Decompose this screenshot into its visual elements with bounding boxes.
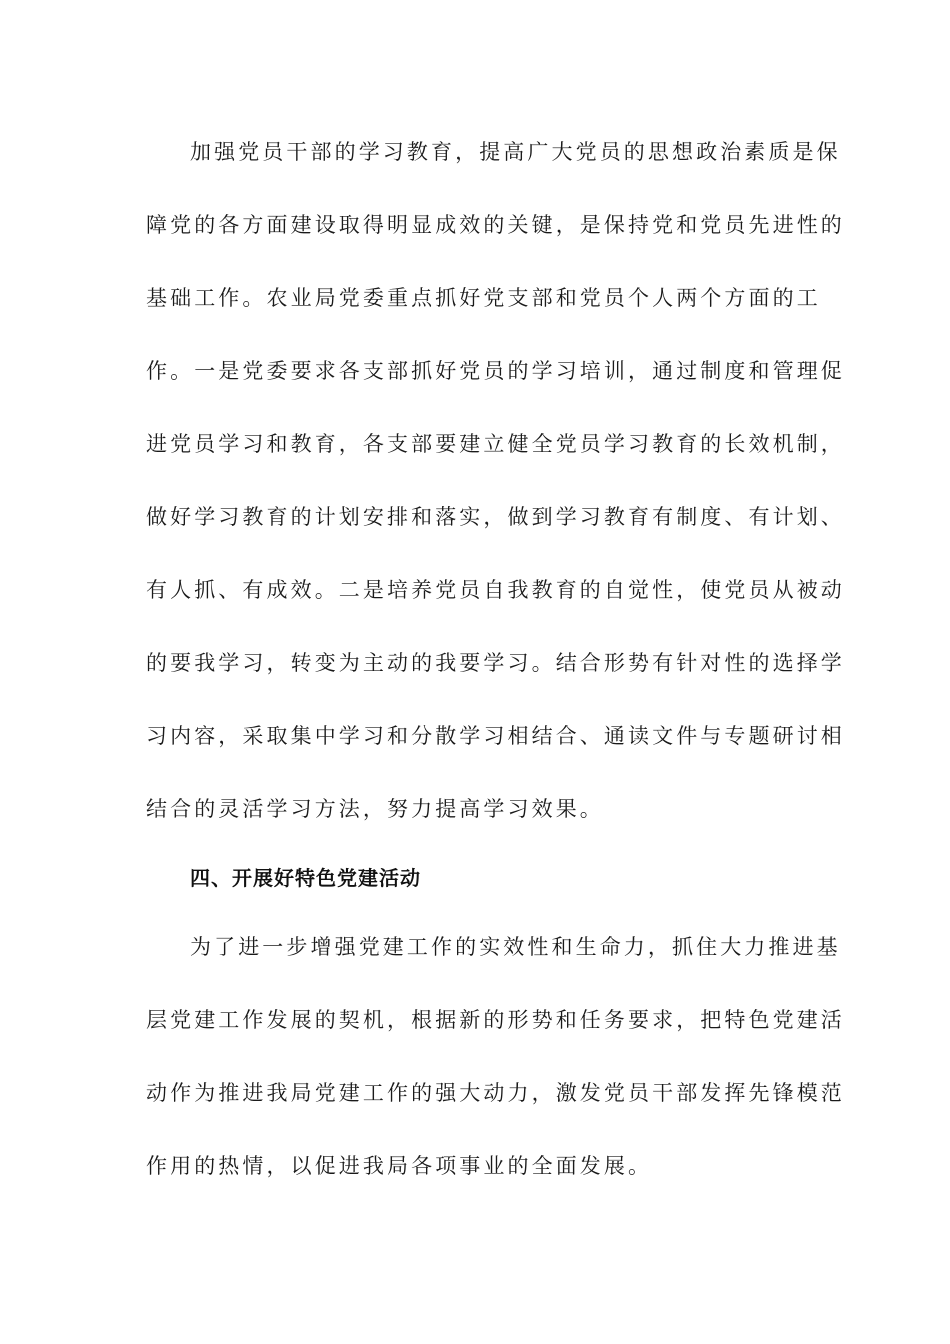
- paragraph-1-line-5: 进党员学习和教育，各支部要建立健全党员学习教育的长效机制，: [146, 432, 845, 456]
- paragraph-1-line-1: 加强党员干部的学习教育，提高广大党员的思想政治素质是保: [190, 140, 841, 164]
- paragraph-1-line-2: 障党的各方面建设取得明显成效的关键，是保持党和党员先进性的: [146, 213, 845, 237]
- paragraph-2-line-2: 层党建工作发展的契机，根据新的形势和任务要求，把特色党建活: [146, 1008, 845, 1032]
- paragraph-1-line-6: 做好学习教育的计划安排和落实，做到学习教育有制度、有计划、: [146, 505, 845, 529]
- paragraph-1-line-4: 作。一是党委要求各支部抓好党员的学习培训，通过制度和管理促: [146, 359, 845, 383]
- paragraph-2-line-1: 为了进一步增强党建工作的实效性和生命力，抓住大力推进基: [190, 935, 841, 959]
- paragraph-2-line-4: 作用的热情，以促进我局各项事业的全面发展。: [146, 1154, 653, 1178]
- paragraph-1-line-10: 结合的灵活学习方法，努力提高学习效果。: [146, 797, 604, 821]
- paragraph-1-line-3: 基础工作。农业局党委重点抓好党支部和党员个人两个方面的工: [146, 286, 821, 310]
- section-heading: 四、开展好特色党建活动: [190, 866, 421, 890]
- paragraph-1-line-7: 有人抓、有成效。二是培养党员自我教育的自觉性，使党员从被动: [146, 578, 845, 602]
- paragraph-1-line-9: 习内容，采取集中学习和分散学习相结合、通读文件与专题研讨相: [146, 724, 845, 748]
- paragraph-1-line-8: 的要我学习，转变为主动的我要学习。结合形势有针对性的选择学: [146, 651, 845, 675]
- paragraph-2-line-3: 动作为推进我局党建工作的强大动力，激发党员干部发挥先锋模范: [146, 1081, 845, 1105]
